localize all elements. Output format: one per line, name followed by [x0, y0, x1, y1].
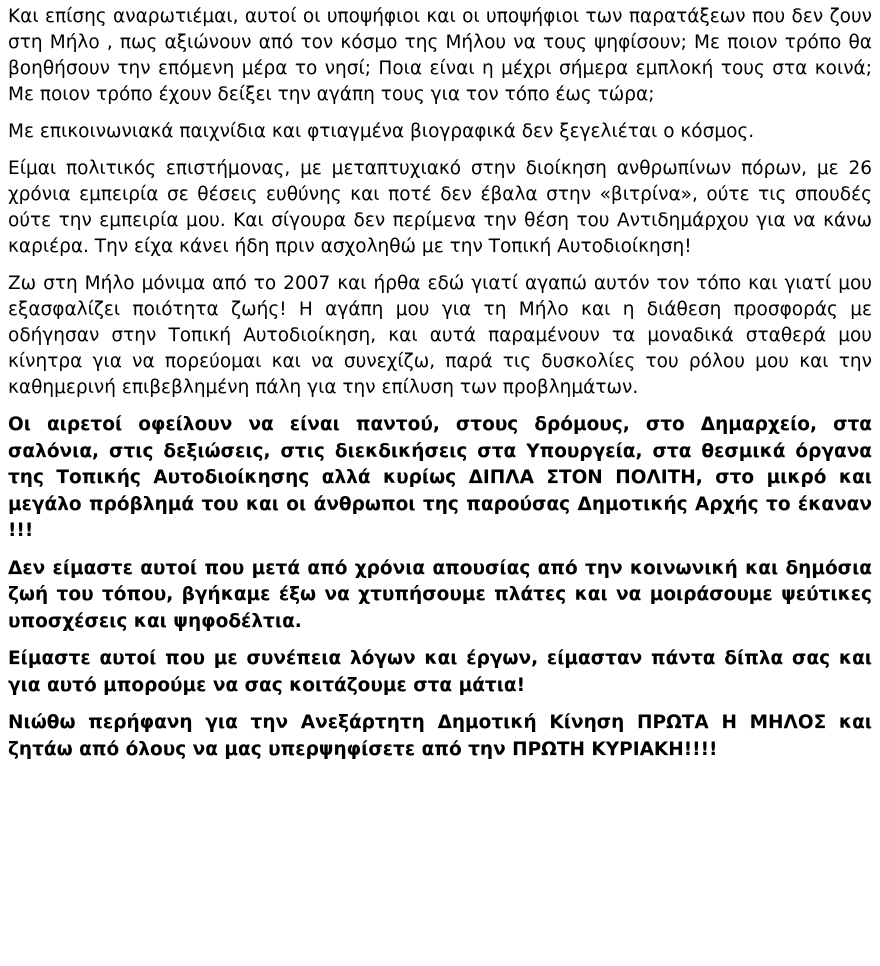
paragraph-3: Είμαι πολιτικός επιστήμονας, με μεταπτυχιακό στην διοίκηση ανθρωπίνων πόρων, με 26 χρόνια εμπειρία σε θέσεις ευθύνης και ποτέ δεν έβαλα στην «βιτρίνα», ούτε τις σπουδές ούτε την εμπειρία μου. Και σίγουρα δεν περίμενα την θέση του Αντιδημάρχου για να κάνω καριέρα. Την είχα κάνει ήδη πριν ασχοληθώ με την Τοπική Αυτοδιοίκηση!: [8, 158, 872, 257]
paragraph-7: Είμαστε αυτοί που με συνέπεια λόγων και έργων, είμασταν πάντα δίπλα σας και για αυτό μπορούμε να σας κοιτάζουμε στα μάτια!: [8, 648, 872, 696]
paragraph-4: Ζω στη Μήλο μόνιμα από το 2007 και ήρθα εδώ γιατί αγαπώ αυτόν τον τόπο και γιατί μου εξασφαλίζει ποιότητα ζωής! Η αγάπη μου για τη Μήλο και η διάθεση προσφοράς με οδήγησαν στην Τοπική Αυτοδιοίκηση, και αυτά παραμένουν τα μοναδικά σταθερά μου κίνητρα για να πορεύομαι και να συνεχίζω, παρά τις δυσκολίες του ρόλου μου και την καθημερινή επιβεβλημένη πάλη για την επίλυση των προβλημάτων.: [8, 273, 872, 398]
paragraph-6: Δεν είμαστε αυτοί που μετά από χρόνια απουσίας από την κοινωνική και δημόσια ζωή του τόπου, βγήκαμε έξω να χτυπήσουμε πλάτες και να μοιράσουμε ψεύτικες υποσχέσεις και ψηφοδέλτια.: [8, 557, 872, 632]
paragraph-2: Με επικοινωνιακά παιχνίδια και φτιαγμένα βιογραφικά δεν ξεγελιέται ο κόσμος.: [8, 121, 755, 142]
paragraph-5: Οι αιρετοί οφείλουν να είναι παντού, στους δρόμους, στο Δημαρχείο, στα σαλόνια, στις δεξιώσεις, στις διεκδικήσεις στα Υπουργεία, στα θεσμικά όργανα της Τοπικής Αυτοδιοίκησης αλλά κυρίως ΔΙΠΛΑ ΣΤΟΝ ΠΟΛΙΤΗ, στο μικρό και μεγάλο πρόβλημά του και οι άνθρωποι της παρούσας Δημοτικής Αρχής το έκαναν !!!: [8, 414, 872, 541]
paragraph-8: Νιώθω περήφανη για την Ανεξάρτητη Δημοτική Κίνηση ΠΡΩΤΑ Η ΜΗΛΟΣ και ζητάω από όλους να μας υπερψηφίσετε από την ΠΡΩΤΗ ΚΥΡΙΑΚΗ!!!!: [8, 712, 872, 760]
paragraph-1: Και επίσης αναρωτιέμαι, αυτοί οι υποψήφιοι και οι υποψήφιοι των παρατάξεων που δεν ζουν στη Μήλο , πως αξιώνουν από τον κόσμο της Μήλου να τους ψηφίσουν; Με ποιον τρόπο θα βοηθήσουν την επόμενη μέρα το νησί; Ποια είναι η μέχρι σήμερα εμπλοκή τους στα κοινά; Με ποιον τρόπο έχουν δείξει την αγάπη τους για τον τόπο έως τώρα;: [8, 6, 872, 105]
